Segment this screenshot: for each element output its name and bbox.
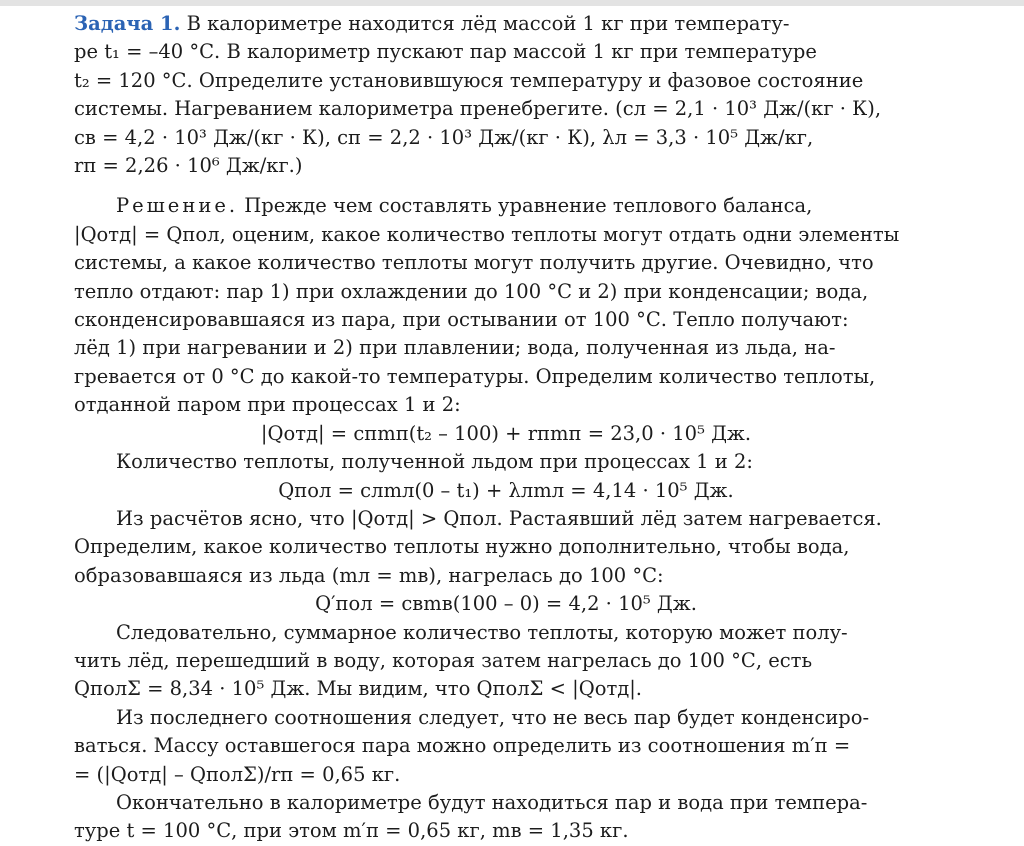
slide-top-border xyxy=(0,0,1024,6)
paragraph-4-line-3: QполΣ = 8,34 · 10⁵ Дж. Мы видим, что QполΣ < |Qотд|. xyxy=(74,677,643,701)
paragraph-3-line-1: Из расчётов ясно, что |Qотд| > Qпол. Растаявший лёд затем нагревается. xyxy=(116,506,882,530)
solution-label: Решение. xyxy=(116,194,239,218)
task-line-3: t₂ = 120 °С. Определите установившуюся температуру и фазовое состояние xyxy=(74,68,864,92)
paragraph-4-line-1: Следовательно, суммарное количество теплоты, которую может полу- xyxy=(116,620,848,644)
paragraph-5-line-3: = (|Qотд| – QполΣ)/rп = 0,65 кг. xyxy=(74,762,401,786)
task-heading: Задача 1. xyxy=(74,12,181,35)
paragraph-6-line-2: туре t = 100 °С, при этом m′п = 0,65 кг, mв = 1,35 кг. xyxy=(74,819,629,843)
solution-line-5: сконденсировавшаяся из пара, при остывании от 100 °С. Тепло получают: xyxy=(74,308,849,332)
paragraph-4-line-2: чить лёд, перешедший в воду, которая затем нагрелась до 100 °С, есть xyxy=(74,648,813,672)
task-statement xyxy=(74,10,938,180)
solution-line-4: тепло отдают: пар 1) при охлаждении до 100 °С и 2) при конденсации; вода, xyxy=(74,279,869,303)
equation-q-received: Qпол = cлmл(0 – t₁) + λлmл = 4,14 · 10⁵ Дж. xyxy=(278,478,734,502)
paragraph-3-line-2: Определим, какое количество теплоты нужно дополнительно, чтобы вода, xyxy=(74,535,850,559)
task-line-6: rп = 2,26 · 10⁶ Дж/кг.) xyxy=(74,154,303,178)
paragraph-3-line-3: образовавшаяся из льда (mл = mв), нагрелась до 100 °С: xyxy=(74,563,664,587)
task-line-1: Задача 1. В калориметре находится лёд массой 1 кг при температу- xyxy=(74,12,790,35)
solution-line-7: гревается от 0 °С до какой-то температуры. Определим количество теплоты, xyxy=(74,364,876,388)
solution-line-2: |Qотд| = Qпол, оценим, какое количество теплоты могут отдать одни элементы xyxy=(74,222,900,246)
paragraph-5-line-1: Из последнего соотношения следует, что не весь пар будет конденсиро- xyxy=(116,705,870,729)
task-line-4: системы. Нагреванием калориметра пренебрегите. (cл = 2,1 · 10³ Дж/(кг · К), xyxy=(74,97,882,121)
solution-line-6: лёд 1) при нагревании и 2) при плавлении; вода, полученная из льда, на- xyxy=(74,336,836,360)
paragraph-5-line-2: ваться. Массу оставшегося пара можно определить из соотношения m′п = xyxy=(74,734,851,758)
paragraph-6-line-1: Окончательно в калориметре будут находиться пар и вода при темпера- xyxy=(116,790,868,814)
task-line-2: ре t₁ = –40 °С. В калориметр пускают пар массой 1 кг при температуре xyxy=(74,40,817,64)
task-line-5: cв = 4,2 · 10³ Дж/(кг · К), cп = 2,2 · 10³ Дж/(кг · К), λл = 3,3 · 10⁵ Дж/кг, xyxy=(74,125,814,149)
solution-line-1: Решение. Прежде чем составлять уравнение теплового баланса, xyxy=(116,194,813,218)
equation-q-given: |Qотд| = cпmп(t₂ – 100) + rпmп = 23,0 · 10⁵ Дж. xyxy=(260,421,752,445)
equation-q-prime: Q′пол = cвmв(100 – 0) = 4,2 · 10⁵ Дж. xyxy=(315,592,697,616)
paragraph-ice-heat: Количество теплоты, полученной льдом при процессах 1 и 2: xyxy=(116,450,753,474)
textbook-page xyxy=(74,10,938,846)
solution xyxy=(74,192,938,845)
solution-line-8: отданной паром при процессах 1 и 2: xyxy=(74,393,461,417)
solution-line-3: системы, а какое количество теплоты могут получить другие. Очевидно, что xyxy=(74,251,874,275)
